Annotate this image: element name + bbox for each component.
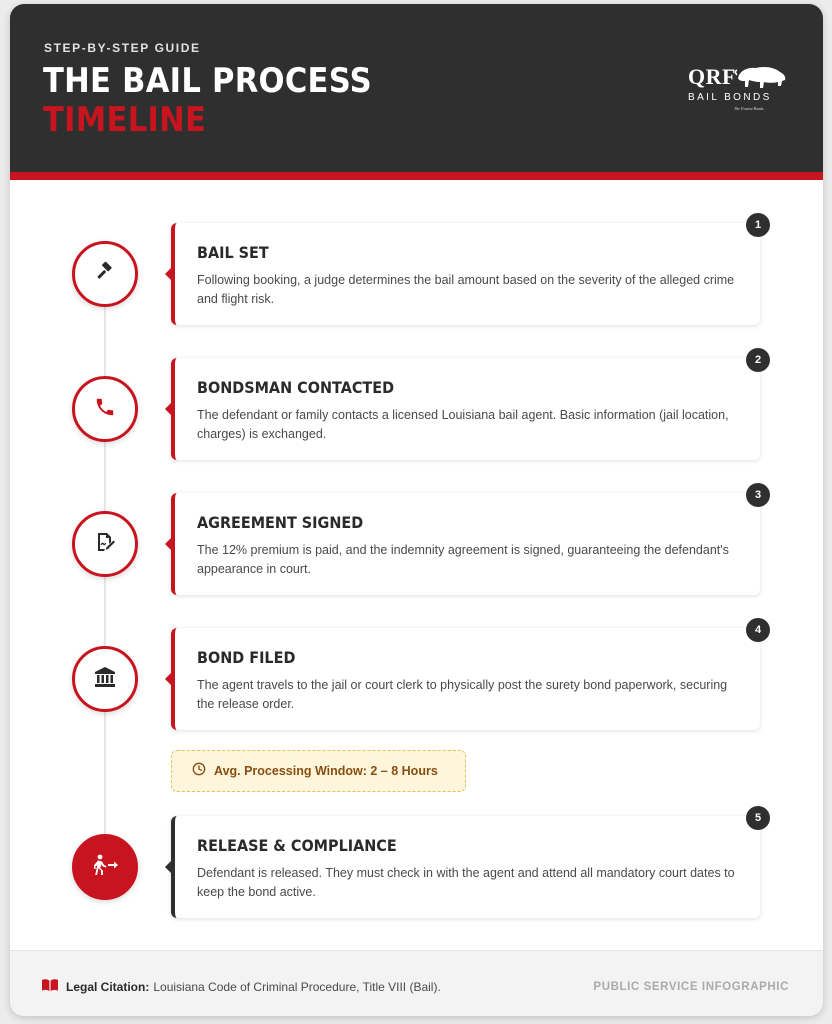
step-number-badge: 3 bbox=[746, 483, 770, 507]
page-title: THE BAIL PROCESS bbox=[43, 61, 372, 101]
eyebrow-label: STEP-BY-STEP GUIDE bbox=[44, 41, 201, 55]
step-number-badge: 2 bbox=[746, 348, 770, 372]
signed-document-icon bbox=[93, 530, 117, 559]
step-5-icon-circle bbox=[72, 834, 138, 900]
gavel-icon bbox=[94, 261, 116, 288]
person-exit-icon bbox=[91, 853, 119, 882]
legal-citation bbox=[42, 979, 441, 994]
step-description: Defendant is released. They must check in with the agent and attend all mandatory court dates to keep the bond active. bbox=[197, 866, 735, 899]
step-number-badge: 5 bbox=[746, 806, 770, 830]
header bbox=[10, 4, 823, 172]
step-card-3 bbox=[171, 493, 760, 595]
step-2-icon-circle bbox=[72, 376, 138, 442]
step-description: Following booking, a judge determines the bail amount based on the severity of the alleged crime and flight risk. bbox=[197, 273, 735, 306]
step-card-4 bbox=[171, 628, 760, 730]
step-card-2 bbox=[171, 358, 760, 460]
page-title-accent: TIMELINE bbox=[43, 100, 207, 140]
step-title: BOND FILED bbox=[197, 648, 296, 667]
step-4-icon-circle bbox=[72, 646, 138, 712]
citation-label: Legal Citation: bbox=[66, 979, 150, 994]
step-description: The 12% premium is paid, and the indemnity agreement is signed, guaranteeing the defendant's appearance in court. bbox=[197, 543, 729, 576]
book-icon bbox=[42, 979, 58, 994]
phone-icon bbox=[94, 396, 116, 423]
step-3-icon-circle bbox=[72, 511, 138, 577]
header-accent-bar bbox=[10, 172, 823, 180]
step-1-icon-circle bbox=[72, 241, 138, 307]
logo-tagline: The Fastest Bonds bbox=[734, 106, 764, 111]
clock-icon bbox=[192, 762, 206, 781]
step-title: AGREEMENT SIGNED bbox=[197, 513, 364, 532]
logo-wordmark: QRF bbox=[688, 64, 736, 89]
step-description: The defendant or family contacts a licensed Louisiana bail agent. Basic information (jail location, charges) is exchanged. bbox=[197, 408, 729, 441]
step-description: The agent travels to the jail or court clerk to physically post the surety bond paperwork, securing the release order. bbox=[197, 678, 728, 711]
step-number-badge: 1 bbox=[746, 213, 770, 237]
company-logo bbox=[686, 64, 796, 114]
step-number-badge: 4 bbox=[746, 618, 770, 642]
processing-window-text: Avg. Processing Window: 2 – 8 Hours bbox=[214, 764, 438, 778]
step-card-1 bbox=[171, 223, 760, 325]
step-card-5 bbox=[171, 816, 760, 918]
processing-window-notice bbox=[171, 750, 466, 792]
step-title: BAIL SET bbox=[197, 243, 269, 262]
public-service-label: PUBLIC SERVICE INFOGRAPHIC bbox=[593, 981, 789, 993]
logo-subtitle: BAIL BONDS bbox=[688, 92, 772, 103]
citation-text: Louisiana Code of Criminal Procedure, Title VIII (Bail). bbox=[153, 979, 441, 994]
footer bbox=[10, 950, 823, 1016]
step-title: BONDSMAN CONTACTED bbox=[197, 378, 395, 397]
step-title: RELEASE & COMPLIANCE bbox=[197, 836, 397, 855]
infographic-page bbox=[10, 4, 823, 1016]
courthouse-icon bbox=[93, 665, 117, 694]
